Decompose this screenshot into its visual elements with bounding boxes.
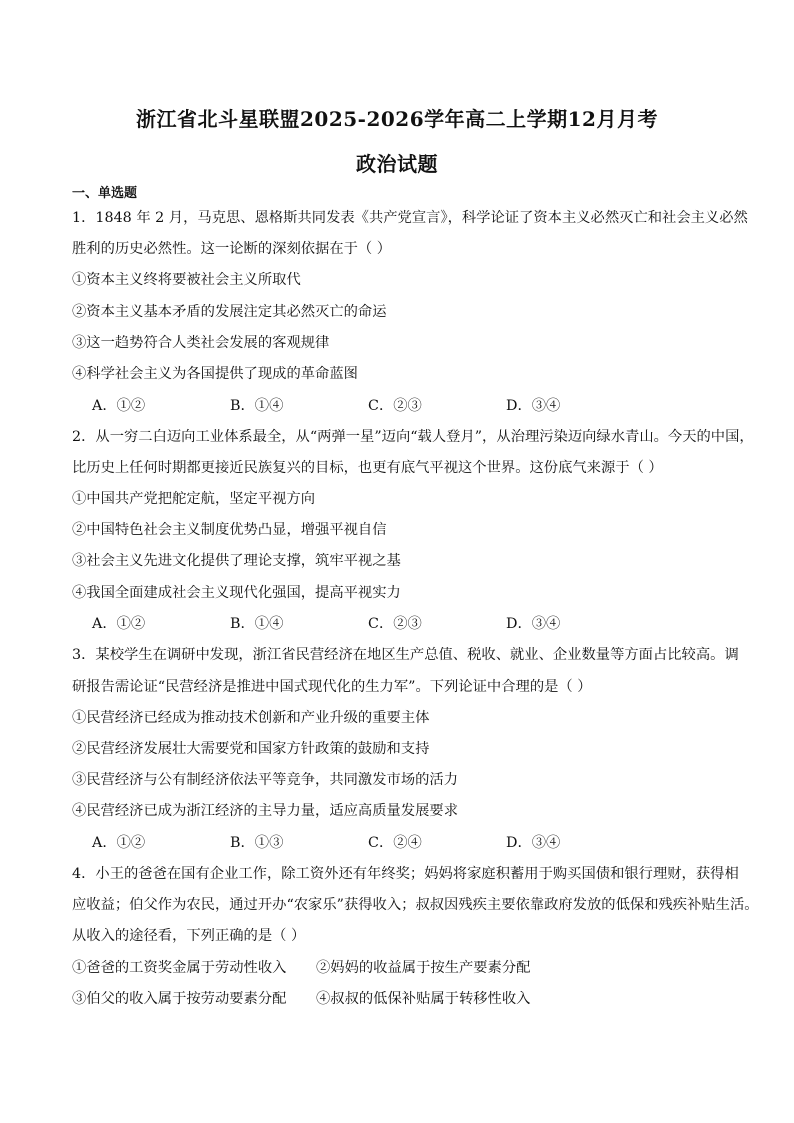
question-4-stem-line-2: 应收益；伯父作为农民，通过开办“农家乐”获得收入；叔叔因残疾主要依靠政府发放的低保和残疾补贴生活。 [72, 897, 759, 913]
option-a: A．①② [92, 398, 146, 414]
question-4-item-1: ①爸爸的工资奖金属于劳动性收入 [72, 960, 287, 976]
question-3-stem-line-2: 研报告需论证“民营经济是推进中国式现代化的生力军”。下列论证中合理的是（ ） [72, 679, 592, 695]
option-a: A．①② [92, 616, 146, 632]
question-2-item-1: ①中国共产党把舵定航，坚定平视方向 [72, 491, 316, 507]
option-d: D．③④ [506, 398, 561, 414]
question-1-item-3: ③这一趋势符合人类社会发展的客观规律 [72, 335, 330, 351]
question-3-options [92, 832, 644, 852]
question-1-stem-line-2: 胜利的历史必然性。这一论断的深刻依据在于（ ） [72, 241, 392, 257]
question-3-item-1: ①民营经济已经成为推动技术创新和产业升级的重要主体 [72, 710, 430, 726]
option-b: B．①④ [230, 616, 284, 632]
question-3-item-2: ②民营经济发展壮大需要党和国家方针政策的鼓励和支持 [72, 741, 430, 757]
question-4-items-row-1 [72, 957, 530, 977]
question-2-options [92, 613, 644, 633]
question-4-items-row-2 [72, 988, 530, 1008]
option-a: A．①② [92, 835, 146, 851]
question-4-stem-line-3: 从收入的途径看，下列正确的是（ ） [72, 928, 306, 944]
option-c: C．②③ [368, 398, 422, 414]
question-2-stem-line-2: 比历史上任何时期都更接近民族复兴的目标，也更有底气平视这个世界。这份底气来源于（ ） [72, 460, 663, 476]
question-4-item-4: ④叔叔的低保补贴属于转移性收入 [316, 991, 531, 1007]
question-3-stem-line-1: 3．某校学生在调研中发现，浙江省民营经济在地区生产总值、税收、就业、企业数量等方面占比较高。调 [72, 647, 739, 663]
option-d: D．③④ [506, 616, 561, 632]
question-2-stem-line-1: 2．从一穷二白迈向工业体系最全，从“两弹一星”迈向“载人登月”，从治理污染迈向绿水青山。今天的中国， [72, 429, 754, 445]
question-2-item-2: ②中国特色社会主义制度优势凸显，增强平视自信 [72, 522, 387, 538]
question-1-item-2: ②资本主义基本矛盾的发展注定其必然灭亡的命运 [72, 304, 387, 320]
question-2-item-4: ④我国全面建成社会主义现代化强国，提高平视实力 [72, 585, 401, 601]
question-4-stem-line-1: 4．小王的爸爸在国有企业工作，除工资外还有年终奖；妈妈将家庭积蓄用于购买国债和银行理财，获得相 [72, 866, 739, 882]
option-b: B．①④ [230, 398, 284, 414]
section-heading: 一、单选题 [72, 186, 138, 201]
question-1-stem-line-1: 1．1848 年 2 月，马克思、恩格斯共同发表《共产党宣言》，科学论证了资本主义必然灭亡和社会主义必然 [72, 210, 748, 226]
option-b: B．①③ [230, 835, 284, 851]
question-2-item-3: ③社会主义先进文化提供了理论支撑，筑牢平视之基 [72, 553, 401, 569]
option-d: D．③④ [506, 835, 561, 851]
question-3-item-3: ③民营经济与公有制经济依法平等竞争，共同激发市场的活力 [72, 772, 459, 788]
question-1-item-1: ①资本主义终将要被社会主义所取代 [72, 272, 301, 288]
question-1-item-4: ④科学社会主义为各国提供了现成的革命蓝图 [72, 366, 358, 382]
exam-title: 浙江省北斗星联盟2025-2026学年高二上学期12月月考 [136, 107, 658, 131]
question-4-item-2: ②妈妈的收益属于按生产要素分配 [316, 960, 531, 976]
option-c: C．②④ [368, 835, 422, 851]
question-4-item-3: ③伯父的收入属于按劳动要素分配 [72, 991, 287, 1007]
option-c: C．②③ [368, 616, 422, 632]
question-1-options [92, 395, 644, 415]
question-3-item-4: ④民营经济已成为浙江经济的主导力量，适应高质量发展要求 [72, 803, 459, 819]
exam-subtitle: 政治试题 [356, 152, 438, 176]
